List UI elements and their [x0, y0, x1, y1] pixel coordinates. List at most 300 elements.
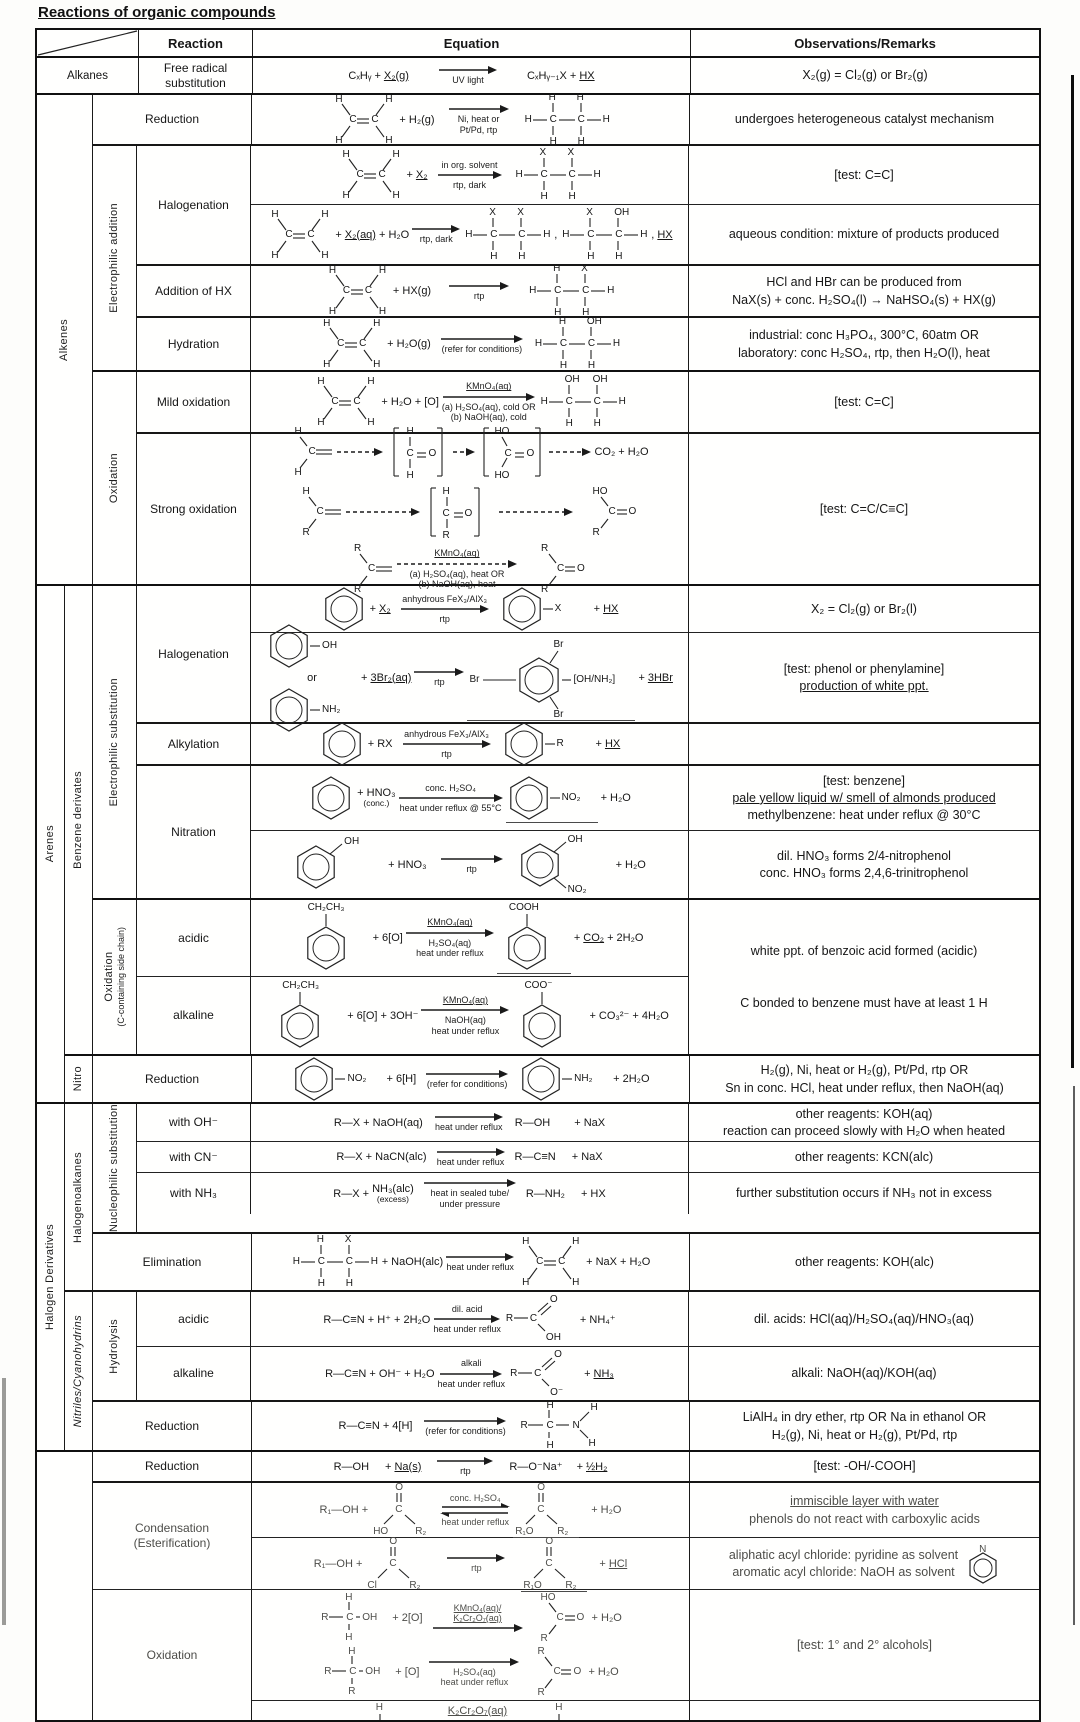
eq-text: X₂(g) [383, 69, 409, 82]
atom-label: C [546, 1420, 554, 1432]
atom-label: H [572, 1277, 580, 1289]
reaction-arrow [406, 917, 494, 958]
remark-line: NaX(s) + conc. H₂SO₄(l) → NaHSO₄(s) + HX(g) [732, 292, 996, 307]
ethene-structure [330, 94, 396, 146]
group-label-hydrolysis: Hydrolysis [93, 1292, 137, 1400]
atom-label: O⁻ [550, 1386, 564, 1398]
twoc-structure [527, 263, 615, 319]
atom-label: C [558, 1256, 566, 1268]
equation-line [319, 1592, 622, 1644]
atom-label: H [553, 263, 561, 274]
atom-label: R [537, 1646, 545, 1658]
arrow-condition: rtp [460, 1466, 471, 1477]
ringt-structure [296, 902, 370, 974]
atom-label: H [392, 149, 400, 160]
reaction-arrow [412, 224, 460, 244]
atom-label: O [545, 1535, 554, 1547]
equation-line [320, 1482, 622, 1538]
eq-text: R₁—OH + [313, 1557, 363, 1570]
eq-text: + H₂O [591, 1612, 622, 1625]
atom-label: C [368, 563, 376, 574]
atom-label: CH₂CH₃ [307, 902, 345, 913]
remark-line: H₂(g), Ni, heat or H₂(g), Pt/Pd, rtp [771, 1427, 958, 1442]
equation-cell [252, 1701, 690, 1720]
eq-text: , [651, 228, 655, 241]
atom-label: O [628, 506, 637, 517]
equation-cell [252, 1402, 690, 1450]
remark-line: LiAlH₄ in dry ether, rtp OR Na in ethanol OR [742, 1410, 987, 1425]
atom-label: R [442, 530, 450, 541]
atom-label: X [554, 603, 562, 614]
atom-label: X [344, 1234, 352, 1246]
remark-line: laboratory: conc H₂SO₄, rtp, then H₂O(l), heat [738, 345, 990, 360]
atom-label: H [348, 1646, 356, 1658]
arrow-condition: rtp [441, 749, 452, 759]
atom-label: C [534, 1367, 542, 1379]
ethene-structure [324, 265, 390, 317]
row-mild-oxidation [137, 372, 1039, 432]
eq-text: + [638, 671, 645, 684]
atom-label: H [529, 285, 537, 296]
equation-line [322, 1646, 618, 1698]
atom-label: O [576, 1612, 585, 1624]
arrow-condition: heat under reflux [440, 1677, 509, 1688]
atom-label: H [554, 307, 562, 318]
eq-text: + [599, 1557, 606, 1570]
eq-text: HCl [608, 1557, 628, 1570]
reaction-arrow [429, 1657, 519, 1688]
atom-label: H [559, 360, 568, 371]
reaction-arrow [424, 1178, 516, 1209]
equation-line [325, 1347, 614, 1401]
row-label-with-nh3: with NH₃ [137, 1173, 251, 1214]
eq-text: X₂ [415, 169, 428, 181]
arrow-condition: KMnO₄(aq) [434, 548, 480, 559]
remark-line: aqueous condition: mixture of products produced [728, 227, 1000, 242]
row-label-nitration: Nitration [137, 766, 251, 898]
equation-line [336, 1147, 602, 1167]
equation-cell [252, 1056, 690, 1102]
remark-line: H₂(g), Ni, heat or H₂(g), Pt/Pd, rtp OR [760, 1063, 969, 1078]
atom-label: H [612, 338, 621, 349]
arrow-condition: (a) H₂SO₄(aq), heat OR [409, 568, 505, 579]
remark-line: pale yellow liquid w/ smell of almonds produced [732, 790, 996, 805]
atom-label: NO₂ [567, 883, 587, 895]
eq-text: X₂(aq) [344, 228, 376, 241]
section-label-alkenes-v: Alkenes [37, 95, 93, 584]
eq-text: (conc.) [363, 798, 390, 809]
atom-label: C [356, 169, 364, 180]
atom-label: C [529, 1313, 538, 1325]
atom-label: C [349, 1666, 357, 1678]
subsection-halogenoalkanes [65, 1104, 1039, 1290]
atom-label: C [345, 1256, 353, 1268]
page-title: Reactions of organic compounds [38, 4, 276, 21]
remark-line: undergoes heterogeneous catalyst mechanism [734, 112, 995, 127]
eq-text-stacked [372, 1183, 414, 1204]
row-label-acidic: acidic [137, 1292, 251, 1346]
equation-cell [252, 1590, 690, 1700]
atom-label: C [346, 1612, 354, 1624]
atom-label: HO [373, 1526, 389, 1538]
atom-label: H [602, 113, 610, 125]
sub-row [251, 204, 1039, 264]
atom-label: R [556, 738, 564, 749]
atom-label: OH [365, 1666, 381, 1678]
pyr-structure [966, 1544, 1000, 1584]
ringt-structure [270, 980, 344, 1052]
atom-label: H [302, 486, 310, 497]
diagonal-divider-icon [37, 30, 138, 56]
eq-text: CₓHᵧ₋₁X + [526, 70, 577, 82]
arrow-condition: conc. H₂SO₄ [425, 782, 476, 793]
atom-label: H [568, 191, 576, 202]
group-nucleophilic-substitution [93, 1104, 1039, 1232]
remarks-cell [690, 1483, 1039, 1537]
remark-line: production of white ppt. [799, 679, 929, 693]
arrow-condition: (a) H₂SO₄(aq), cold OR [441, 401, 536, 412]
atom-label: C [389, 1557, 397, 1569]
atom-label: C [349, 113, 357, 125]
equation-line [266, 621, 673, 735]
atom-label: H [593, 169, 601, 180]
atom-label: H [565, 418, 573, 429]
reaction-arrow [442, 381, 536, 422]
arrow-condition: Pt/Pd, rtp [459, 124, 498, 135]
group-label-ea: Electrophilic addition [93, 146, 137, 370]
arrow-condition: heat under reflux [441, 1517, 509, 1528]
remark-line: other reagents: KCN(alc) [794, 1149, 934, 1164]
atom-label: O [526, 448, 535, 459]
eq-text: + HNO₃ [388, 858, 427, 871]
atom-label: OH [545, 1332, 561, 1344]
atom-label: H [593, 418, 601, 429]
atom-label: H [367, 417, 375, 428]
equation-cell [251, 1142, 689, 1172]
section-halogen-derivatives [37, 1104, 1039, 1452]
remarks-cell [689, 1142, 1039, 1172]
reaction-arrow [426, 1069, 508, 1089]
atom-label: R₂ [557, 1526, 569, 1538]
row-label-mild-oxidation: Mild oxidation [137, 372, 251, 432]
reaction-arrow [440, 1493, 510, 1528]
arrow-condition: rtp [434, 677, 445, 688]
arrow-condition: heat under reflux [433, 1324, 501, 1335]
cbr-structure [386, 423, 450, 481]
equation-cell [251, 977, 689, 1054]
halfalk-structure [290, 426, 334, 478]
arrow-condition: H₂SO₄(aq) [428, 937, 472, 948]
atom-label: Br [553, 638, 564, 650]
atom-label: X [586, 206, 593, 218]
arrow-condition: anhydrous FeX₃/AlX₃ [402, 593, 488, 604]
row-nitro-reduction [65, 1054, 1039, 1102]
atom-label: C [317, 1256, 325, 1268]
reactions-table [35, 28, 1041, 1722]
reaction-arrow [433, 1304, 501, 1335]
atom-label: NH₂ [574, 1073, 593, 1084]
sub-row [251, 830, 1039, 898]
atom-label: HO [494, 470, 510, 481]
ringt-structure [512, 980, 586, 1052]
equation-cell [252, 1452, 690, 1481]
remark-line: X₂ = Cl₂(g) or Br₂(l) [811, 601, 917, 616]
sub-row [252, 1537, 1039, 1589]
ethene-structure [517, 1236, 583, 1288]
equation-cell [251, 633, 689, 722]
equation-line [323, 1292, 615, 1346]
equation-cell [251, 1173, 689, 1214]
row-with-oh [137, 1104, 1039, 1141]
arrow-condition: under pressure [439, 1198, 501, 1209]
twoc-structure [533, 316, 621, 372]
row-label-with-cn: with CN⁻ [137, 1142, 251, 1172]
atom-label: C [504, 448, 512, 459]
atom-label: C [565, 396, 573, 407]
equation-line [314, 1536, 627, 1592]
remark-line: dil. HNO₃ forms 2/4-nitrophenol [777, 848, 951, 863]
eq-text: + H₂O [588, 1666, 619, 1679]
remarks-cell [689, 1347, 1039, 1400]
row-condensation [93, 1481, 1039, 1589]
row-elimination [93, 1232, 1039, 1290]
eq-text: X₂ [379, 603, 391, 615]
atom-label: R [540, 1633, 548, 1645]
atom-label: H [490, 250, 498, 262]
eq-text: + H₂O + [O] [381, 396, 439, 408]
group-label-oxidation: Oxidation [93, 372, 137, 584]
atom-label: C [378, 169, 386, 180]
arrow-condition: NaOH(aq) [444, 1015, 486, 1026]
equation-line [339, 1400, 603, 1452]
eq-text: + HX(g) [392, 285, 432, 297]
atom-label: C [537, 1504, 545, 1516]
atom-label: O [549, 1294, 558, 1306]
atom-label: Br [553, 708, 564, 720]
eq-text: 3HBr [647, 671, 673, 684]
row-label-hydration: Hydration [137, 318, 251, 370]
sub-row [251, 766, 1039, 830]
atom-label: H [558, 316, 567, 327]
atom-label: C [540, 169, 548, 180]
atom-label: C [545, 1557, 553, 1569]
scan-artifact-line [1071, 75, 1074, 1068]
remark-line: [test: 1° and 2° alcohols] [796, 1637, 933, 1652]
atom-label: HO [494, 426, 510, 437]
equation-cell [251, 1104, 689, 1141]
eq-text: R₁—OH + [319, 1504, 369, 1517]
eq-text: K₂Cr₂O₇(aq) [447, 1704, 508, 1717]
ringt-structure [497, 902, 571, 974]
eq-text: + [593, 603, 601, 615]
ringr-structure [291, 1054, 383, 1104]
atom-label: H [317, 376, 325, 387]
remark-line: alkali: NaOH(aq)/KOH(aq) [791, 1366, 937, 1381]
reaction-arrow [433, 1603, 523, 1634]
atom-label: X [581, 263, 588, 274]
subsection-nitriles [65, 1290, 1039, 1450]
remark-line: phenols do not react with carboxylic acids [749, 1511, 980, 1526]
atom-label: R [541, 543, 549, 554]
atom-label: H [328, 265, 337, 276]
atom-label: HO [592, 486, 608, 497]
equation-line [330, 92, 610, 148]
atom-label: H [577, 135, 585, 147]
remark-line: white ppt. of benzoic acid formed (acidic) [750, 943, 978, 958]
atom-label: H [345, 1278, 353, 1290]
atom-label: H [335, 134, 343, 146]
ringr-structure [506, 773, 598, 823]
atom-label: C [342, 285, 351, 296]
arrow-condition: heat in sealed tube/ [430, 1188, 510, 1199]
equation-line [270, 980, 669, 1052]
reaction-arrow [437, 1147, 505, 1167]
equation-cell [252, 91, 690, 147]
reaction-arrow [421, 995, 509, 1036]
reaction-arrow [441, 334, 523, 354]
amino-structure [518, 1400, 602, 1452]
equation-cell [251, 831, 689, 898]
atom-label: H [392, 190, 400, 201]
atom-label: R₂ [565, 1579, 577, 1591]
esterv-structure [521, 1536, 587, 1592]
atom-label: OH [567, 833, 583, 845]
eq-text: + CO₃²⁻ + 4H₂O [589, 1010, 669, 1022]
reaction-arrow [449, 104, 509, 135]
sub-row-cut [252, 1700, 1039, 1720]
row-label-alkaline: alkaline [137, 1347, 251, 1400]
reaction-arrow [549, 447, 591, 457]
remarks-cell [690, 95, 1039, 144]
row-label-with-oh: with OH⁻ [137, 1104, 251, 1141]
eq-text-stacked [357, 787, 395, 808]
ethene-structure [312, 376, 378, 428]
atom-label: H [540, 191, 548, 202]
atom-label: R₁O [515, 1526, 534, 1538]
eq-text: + [O] [395, 1666, 420, 1679]
row-hydrolysis-alkaline [137, 1346, 1039, 1400]
twoc-structure [514, 147, 602, 203]
row-label-free-radical: Free radical substitution [139, 58, 253, 93]
remarks-cell [689, 1104, 1039, 1141]
eq-text: + H₂O [600, 792, 631, 804]
atom-label: C [608, 506, 616, 517]
table-header-row [37, 30, 1039, 58]
atom-label: R [510, 1367, 518, 1379]
eq-text: CₓHᵧ + [348, 69, 381, 82]
atom-label: H [615, 250, 623, 262]
atom-label: O [537, 1482, 545, 1494]
row-alkaline [137, 976, 689, 1054]
atom-label: C [406, 448, 414, 459]
atom-label: H [342, 190, 350, 201]
eq-text: R—C≡N [514, 1151, 556, 1163]
atom-label: H [515, 169, 523, 180]
eq-text: + H₂O(g) [387, 338, 431, 350]
arrow-condition: H₂SO₄(aq) [453, 1666, 496, 1677]
remarks-cell [689, 146, 1039, 204]
eq-text: R—X + NaOH(aq) [333, 1116, 423, 1129]
equation-cell [251, 146, 689, 204]
section-label-halogen-derivatives: Halogen Derivatives [37, 1104, 65, 1450]
eq-text: R—NH₂ [525, 1187, 565, 1200]
remark-line: X₂(g) = Cl₂(g) or Br₂(g) [802, 68, 928, 83]
twoc-structure [463, 207, 551, 263]
equation-line [293, 832, 646, 898]
atom-label: H [587, 360, 596, 371]
remarks-cell [690, 1701, 1039, 1720]
atom-label: N [572, 1420, 580, 1432]
reaction-arrow [403, 729, 491, 760]
atom-label: C [549, 113, 557, 125]
remark-line: [test: C=C/C≡C] [819, 501, 909, 516]
sub-label-nitriles: Nitriles/Cyanohydrins [65, 1292, 93, 1450]
atom-label: C [307, 228, 315, 240]
remark-line: [test: C=C] [834, 394, 894, 409]
group-label-ns: Nucleophilic substitution [93, 1104, 137, 1232]
eq-text: ½H₂ [586, 1460, 608, 1473]
equation-line [348, 65, 594, 85]
eq-text: + 2H₂O [613, 1073, 650, 1085]
row-label-addition-hx: Addition of HX [137, 266, 251, 316]
atom-label: NH₂ [322, 703, 341, 715]
atom-label: X [489, 206, 496, 218]
eq-text: + [584, 1367, 591, 1380]
remarks-cell [689, 318, 1039, 370]
arrow-condition: heat under reflux [431, 1025, 500, 1036]
equation-cell [252, 1483, 690, 1537]
atom-label: H [548, 91, 556, 103]
row-halogenation [137, 146, 1039, 264]
atom-label: H [317, 1278, 325, 1290]
atom-label: O [577, 563, 585, 574]
arrow-condition: (refer for conditions) [425, 1425, 506, 1436]
eq-text: NH₃ [593, 1367, 614, 1380]
row-label-halogenation: Halogenation [137, 146, 251, 264]
atom-label: R₁O [523, 1579, 542, 1591]
row-nitrile-reduction [93, 1400, 1039, 1450]
atom-label: OH [344, 835, 360, 847]
atom-label: R [302, 527, 310, 538]
tribromo-structure [467, 635, 635, 721]
section-label-arenes: Arenes [37, 586, 65, 1102]
reaction-arrow [346, 507, 420, 517]
atom-label: OH [564, 374, 580, 385]
atom-label: R [324, 1666, 332, 1678]
equation-line [299, 483, 641, 541]
atom-label: COO⁻ [524, 979, 553, 991]
atom-label: H [385, 134, 393, 146]
atom-label: H [534, 338, 543, 349]
acyl-structure [585, 486, 641, 538]
equation-line [296, 902, 644, 974]
atom-label: H [588, 1438, 596, 1450]
equation-line [290, 423, 648, 481]
atom-label: H [323, 318, 331, 329]
atom-label: H [555, 1701, 563, 1713]
reaction-arrow [447, 1553, 505, 1573]
atom-label: C [587, 228, 595, 240]
remark-line: other reagents: KOH(alc) [795, 1254, 934, 1269]
atom-label: OH [322, 639, 338, 651]
atom-label: O [554, 1348, 562, 1360]
valc-structure [322, 1646, 392, 1698]
atom-label: C [331, 396, 339, 407]
atom-label: R [321, 1612, 329, 1624]
row-hydration [137, 316, 1039, 370]
atom-label: H [590, 1402, 598, 1414]
row-label-reduction: Reduction [93, 95, 252, 144]
